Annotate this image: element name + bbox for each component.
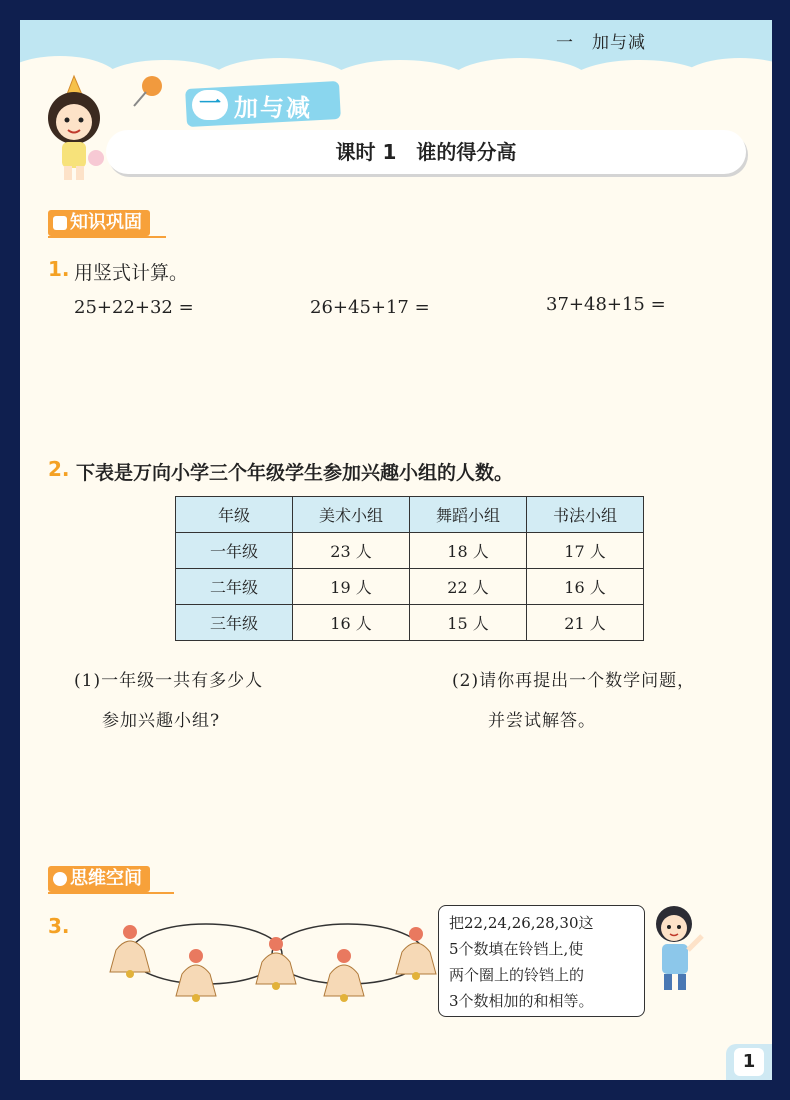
table-header-cell: 舞蹈小组 bbox=[410, 497, 527, 533]
table-cell: 16 人 bbox=[293, 605, 410, 641]
unit-number-badge: 一 bbox=[192, 90, 228, 120]
subquestion-1-cont: 参加兴趣小组? bbox=[102, 711, 221, 731]
header-cloud bbox=[450, 58, 590, 104]
question-number: 3. bbox=[48, 914, 70, 938]
question-prompt: 下表是万向小学三个年级学生参加兴趣小组的人数。 bbox=[76, 462, 514, 484]
header-cloud bbox=[680, 58, 772, 104]
unit-title: 加与减 bbox=[234, 94, 312, 122]
speech-line: 把22,24,26,28,30这 bbox=[449, 914, 594, 932]
table-cell: 15 人 bbox=[410, 605, 527, 641]
page-number: 1 bbox=[734, 1048, 764, 1076]
bell-icon bbox=[256, 937, 296, 990]
table-row bbox=[176, 569, 644, 605]
table-header-row bbox=[176, 497, 644, 533]
bell-icon bbox=[324, 949, 364, 1002]
table-cell: 22 人 bbox=[410, 569, 527, 605]
bell-icon bbox=[110, 925, 150, 978]
table-row bbox=[176, 533, 644, 569]
subquestion-1: (1)一年级一共有多少人 bbox=[74, 671, 264, 691]
bells-circles-diagram bbox=[86, 916, 466, 1016]
speech-line: 5个数填在铃铛上,使 bbox=[449, 940, 584, 958]
section-underline bbox=[48, 236, 166, 238]
pushpin-icon bbox=[128, 72, 168, 112]
question-number: 2. bbox=[48, 457, 70, 481]
question-number: 1. bbox=[48, 257, 70, 281]
subquestion-2-cont: 并尝试解答。 bbox=[488, 711, 596, 731]
speech-line: 3个数相加的和相等。 bbox=[449, 992, 594, 1010]
workbook-page bbox=[20, 20, 772, 1080]
table-header-cell: 书法小组 bbox=[527, 497, 644, 533]
question-prompt: 用竖式计算。 bbox=[74, 262, 189, 284]
table-row-head: 一年级 bbox=[176, 533, 293, 569]
table-header-cell: 美术小组 bbox=[293, 497, 410, 533]
bell-icon bbox=[396, 927, 436, 980]
boy-illustration bbox=[648, 900, 708, 995]
section-label-text: 思维空间 bbox=[70, 868, 142, 889]
interest-group-table bbox=[175, 496, 644, 641]
bell-icon bbox=[176, 949, 216, 1002]
girl-illustration bbox=[34, 74, 114, 184]
running-head: 一 加与减 bbox=[556, 33, 646, 53]
section-label-text: 知识巩固 bbox=[70, 212, 142, 233]
page-number-tab bbox=[726, 1044, 772, 1080]
table-cell: 16 人 bbox=[527, 569, 644, 605]
table-header-cell: 年级 bbox=[176, 497, 293, 533]
table-cell: 23 人 bbox=[293, 533, 410, 569]
table-cell: 18 人 bbox=[410, 533, 527, 569]
expression: 37+48+15 = bbox=[546, 294, 666, 315]
table-row-head: 三年级 bbox=[176, 605, 293, 641]
expression: 26+45+17 = bbox=[310, 297, 430, 318]
location-pin-icon bbox=[53, 872, 67, 886]
table-cell: 19 人 bbox=[293, 569, 410, 605]
section-label-knowledge bbox=[48, 210, 150, 236]
section-underline bbox=[48, 892, 174, 894]
header-cloud bbox=[330, 60, 470, 104]
star-icon bbox=[53, 216, 67, 230]
table-row-head: 二年级 bbox=[176, 569, 293, 605]
expression: 25+22+32 = bbox=[74, 297, 194, 318]
table-cell: 21 人 bbox=[527, 605, 644, 641]
speech-line: 两个圈上的铃铛上的 bbox=[449, 966, 585, 984]
lesson-title: 课时 1 谁的得分高 bbox=[106, 130, 746, 174]
table-row bbox=[176, 605, 644, 641]
table-cell: 17 人 bbox=[527, 533, 644, 569]
section-label-thinking bbox=[48, 866, 150, 892]
subquestion-2: (2)请你再提出一个数学问题， bbox=[452, 671, 696, 691]
speech-bubble bbox=[438, 905, 645, 1017]
